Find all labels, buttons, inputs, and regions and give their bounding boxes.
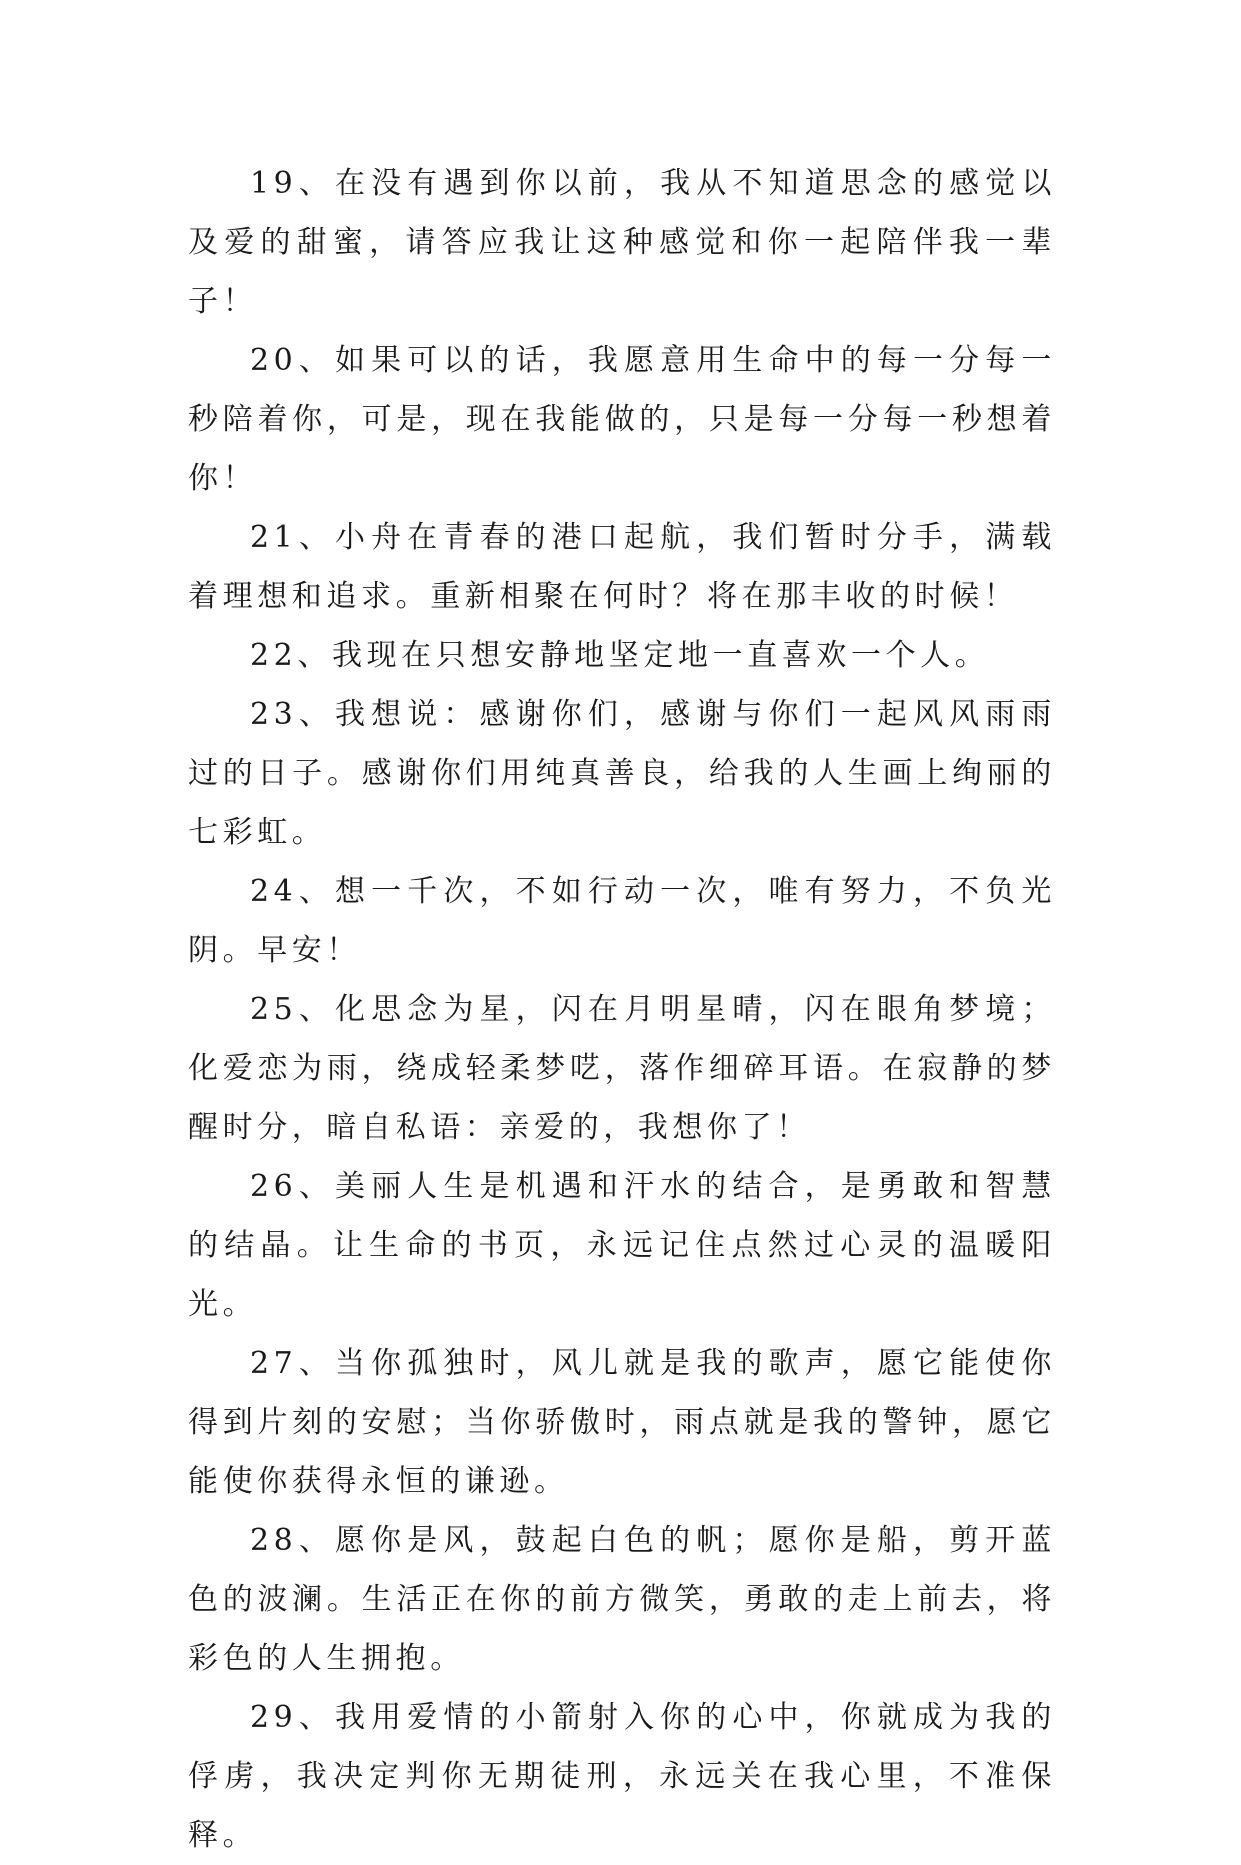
paragraph-22: 22、我现在只想安静地坚定地一直喜欢一个人。: [250, 638, 990, 673]
paragraph-29: 29、我用爱情的小箭射入你的心中，你就成为我的俘虏，我决定判你无期徒刑，永远关在我心里，不准保释。: [188, 1700, 1056, 1853]
paragraph-25: 25、化思念为星，闪在月明星晴，闪在眼角梦境；化爱恋为雨，绕成轻柔梦呓，落作细碎耳语。在寂静的梦醒时分，暗自私语：亲爱的，我想你了！: [188, 992, 1056, 1145]
paragraph-19: 19、在没有遇到你以前，我从不知道思念的感觉以及爱的甜蜜，请答应我让这种感觉和你一起陪伴我一辈子！: [188, 166, 1056, 319]
paragraph-23: 23、我想说：感谢你们，感谢与你们一起风风雨雨过的日子。感谢你们用纯真善良，给我的人生画上绚丽的七彩虹。: [188, 697, 1056, 850]
document-body: [188, 154, 1056, 1865]
paragraph-26: 26、美丽人生是机遇和汗水的结合，是勇敢和智慧的结晶。让生命的书页，永远记住点然过心灵的温暖阳光。: [188, 1169, 1056, 1322]
paragraph-27: 27、当你孤独时，风儿就是我的歌声，愿它能使你得到片刻的安慰；当你骄傲时，雨点就是我的警钟，愿它能使你获得永恒的谦逊。: [188, 1346, 1056, 1499]
paragraph-24: 24、想一千次，不如行动一次，唯有努力，不负光阴。早安！: [188, 874, 1056, 968]
paragraph-28: 28、愿你是风，鼓起白色的帆；愿你是船，剪开蓝色的波澜。生活正在你的前方微笑，勇敢的走上前去，将彩色的人生拥抱。: [188, 1523, 1056, 1676]
paragraph-20: 20、如果可以的话，我愿意用生命中的每一分每一秒陪着你，可是，现在我能做的，只是每一分每一秒想着你！: [188, 343, 1056, 496]
paragraph-21: 21、小舟在青春的港口起航，我们暂时分手，满载着理想和追求。重新相聚在何时？将在那丰收的时候！: [188, 520, 1056, 614]
